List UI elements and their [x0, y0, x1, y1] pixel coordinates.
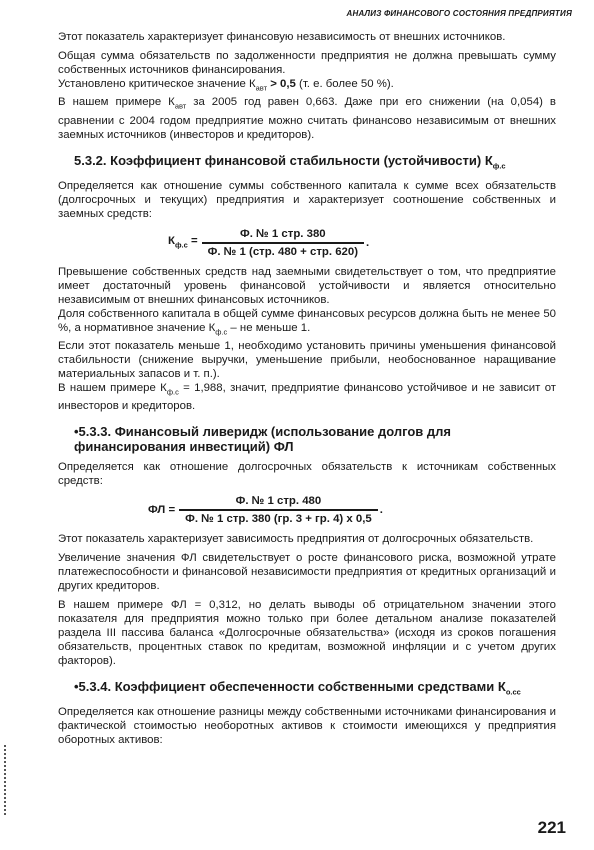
denominator: Ф. № 1 (стр. 480 + стр. 620)	[207, 245, 359, 258]
margin-marks	[4, 745, 9, 815]
paragraph: Определяется как отношение долгосрочных обязательств к источникам собственных средств:	[58, 461, 556, 488]
page-content	[58, 30, 556, 752]
paragraph: Определяется как отношение разницы между собственными источниками финансирования и фактической стоимостью необоротных активов к стоимости имеющихся у предприятия оборотных активов:	[58, 706, 556, 747]
text-run: В нашем примере К	[58, 381, 167, 394]
running-head: АНАЛИЗ ФИНАНСОВОГО СОСТОЯНИЯ ПРЕДПРИЯТИЯ	[346, 9, 572, 18]
numerator: Ф. № 1 стр. 380	[240, 228, 326, 241]
paragraph: Этот показатель характеризует зависимость предприятия от долгосрочных обязательств.	[58, 532, 534, 545]
paragraph: В нашем примере ФЛ = 0,312, но делать выводы об отрицательном значении этого показателя для предприятия можно только при более детальном анализе показателей раздела III пассива баланса «Долгосрочные обязательства» (исходя из сроков погашения обязательств, процентных ставок по кредитам, возможной инфляции и с учетом других факторов).	[58, 598, 556, 667]
paragraph: Если этот показатель меньше 1, необходимо установить причины уменьшения финансовой стабильности (снижение выручки, уменьшение прибыли, необоснованное наращивание материальных запасов и т. п.).	[58, 339, 556, 380]
subscript: ф.с	[166, 387, 179, 397]
text-run: В нашем примере К	[58, 96, 175, 109]
subscript: ф.с	[215, 326, 228, 336]
paragraph: Общая сумма обязательств по задолженности предприятия не должна превышать сумму собственных источников финансирования.	[58, 50, 556, 76]
formula-fl	[148, 494, 556, 525]
subscript: авт	[174, 101, 187, 111]
heading-text: 5.3.2. Коэффициент финансовой стабильности (устойчивости) К	[74, 152, 493, 168]
formula-lhs: ФЛ =	[148, 503, 176, 516]
paragraph	[58, 381, 556, 413]
subscript: о.сс	[505, 687, 521, 697]
page-number: 221	[537, 818, 566, 837]
formula-tail: .	[366, 236, 370, 249]
formula-kfs	[168, 227, 556, 258]
paragraph	[58, 307, 556, 339]
text-run: К	[168, 234, 175, 247]
text-run: – не меньше 1.	[227, 321, 311, 334]
heading-text: •5.3.4. Коэффициент обеспеченности собственными средствами К	[74, 678, 506, 694]
subscript: ф.с	[492, 161, 506, 171]
text-run: за 2005 год равен 0,663. Даже при его снижении (на 0,054) в сравнении с 2004 годом предприятие можно считать финансово независимым от внешних заемных источников (инвесторов и кредиторов).	[58, 96, 556, 141]
text-run: =	[187, 234, 198, 247]
paragraph: Увеличение значения ФЛ свидетельствует о росте финансового риска, возможной утрате платежеспособности и финансовой независимости предприятия от кредитных организаций и других кредиторов.	[58, 551, 556, 592]
paragraph	[58, 77, 556, 95]
section-heading-534	[74, 679, 556, 700]
text-run: Доля собственного капитала в общей сумме финансовых ресурсов должна быть не менее 50 %, а нормативное значение К	[58, 307, 556, 334]
formula-tail: .	[379, 503, 383, 516]
subscript: ф.с	[174, 239, 188, 249]
formula-lhs	[168, 234, 198, 252]
section-heading-532	[74, 153, 556, 174]
fraction	[202, 227, 364, 258]
text-run: (т. е. более 50 %).	[295, 78, 394, 90]
text-run: Установлено критическое значение К	[58, 78, 256, 90]
bold-run: > 0,5	[267, 78, 296, 90]
paragraph	[58, 95, 556, 141]
denominator: Ф. № 1 стр. 380 (гр. 3 + гр. 4) х 0,5	[185, 512, 372, 525]
paragraph: Этот показатель характеризует финансовую независимость от внешних источников.	[58, 31, 506, 43]
paragraph: Определяется как отношение суммы собственного капитала к сумме всех обязательств (долгосрочных и текущих) предприятия и характеризует соотношение собственных и заемных средств:	[58, 180, 556, 221]
text-run: = 1,988, значит, предприятие финансово устойчивое и не зависит от инвесторов и кредиторов.	[58, 381, 556, 413]
paragraph: Превышение собственных средств над заемными свидетельствует о том, что предприятие имеет достаточный уровень финансовой устойчивости и является относительно независимым от внешних финансовых источников.	[58, 265, 556, 306]
section-heading-533: •5.3.3. Финансовый ливеридж (использование долгов для финансирования инвестиций) ФЛ	[74, 424, 451, 455]
subscript: авт	[255, 83, 268, 93]
fraction	[179, 494, 378, 525]
numerator: Ф. № 1 стр. 480	[235, 495, 322, 508]
